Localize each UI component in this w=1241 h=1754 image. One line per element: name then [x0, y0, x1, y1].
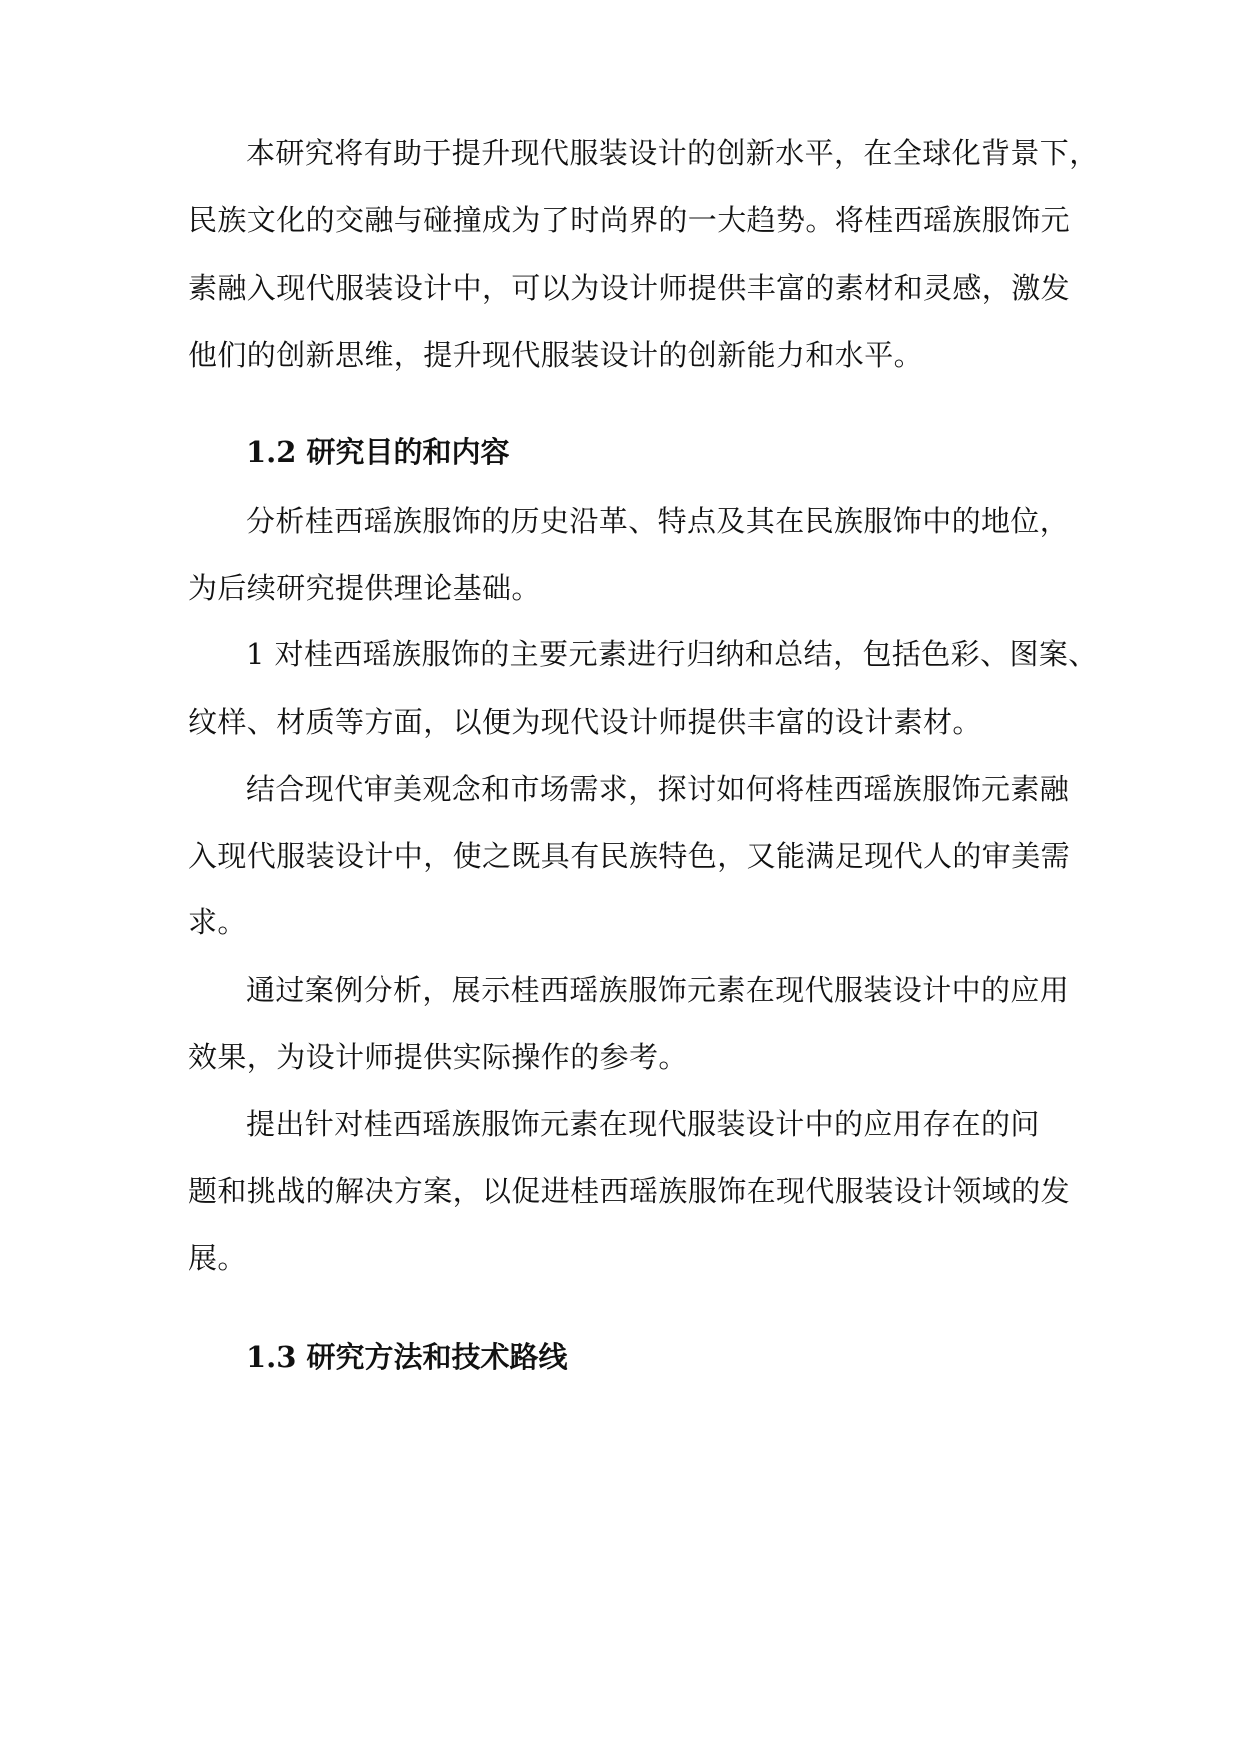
paragraph-line: 展。: [188, 1241, 247, 1275]
paragraph-line: 纹样、材质等方面，以便为现代设计师提供丰富的设计素材。: [188, 705, 982, 739]
paragraph-line: 素融入现代服装设计中，可以为设计师提供丰富的素材和灵感，激发: [188, 271, 1071, 305]
paragraph-line: 分析桂西瑶族服饰的历史沿革、特点及其在民族服饰中的地位，: [246, 504, 1070, 538]
paragraph-line: 求。: [188, 905, 247, 939]
paragraph-line: 效果，为设计师提供实际操作的参考。: [188, 1040, 688, 1074]
paragraph-line: 题和挑战的解决方案，以促进桂西瑶族服饰在现代服装设计领域的发: [188, 1174, 1071, 1208]
paragraph-line: 1 对桂西瑶族服饰的主要元素进行归纳和总结，包括色彩、图案、: [246, 637, 1098, 671]
paragraph-line: 他们的创新思维，提升现代服装设计的创新能力和水平。: [188, 338, 924, 372]
paragraph-line: 本研究将有助于提升现代服装设计的创新水平，在全球化背景下，: [246, 136, 1099, 170]
paragraph-line: 提出针对桂西瑶族服饰元素在现代服装设计中的应用存在的问: [246, 1107, 1040, 1141]
paragraph-line: 通过案例分析，展示桂西瑶族服饰元素在现代服装设计中的应用: [246, 973, 1070, 1007]
paragraph-line: 入现代服装设计中，使之既具有民族特色，又能满足现代人的审美需: [188, 839, 1071, 873]
section-heading-1-2: 1.2 研究目的和内容: [246, 435, 510, 469]
paragraph-line: 结合现代审美观念和市场需求，探讨如何将桂西瑶族服饰元素融: [246, 772, 1070, 806]
section-heading-1-3: 1.3 研究方法和技术路线: [246, 1340, 568, 1374]
paragraph-line: 民族文化的交融与碰撞成为了时尚界的一大趋势。将桂西瑶族服饰元: [188, 203, 1071, 237]
paragraph-line: 为后续研究提供理论基础。: [188, 571, 541, 605]
